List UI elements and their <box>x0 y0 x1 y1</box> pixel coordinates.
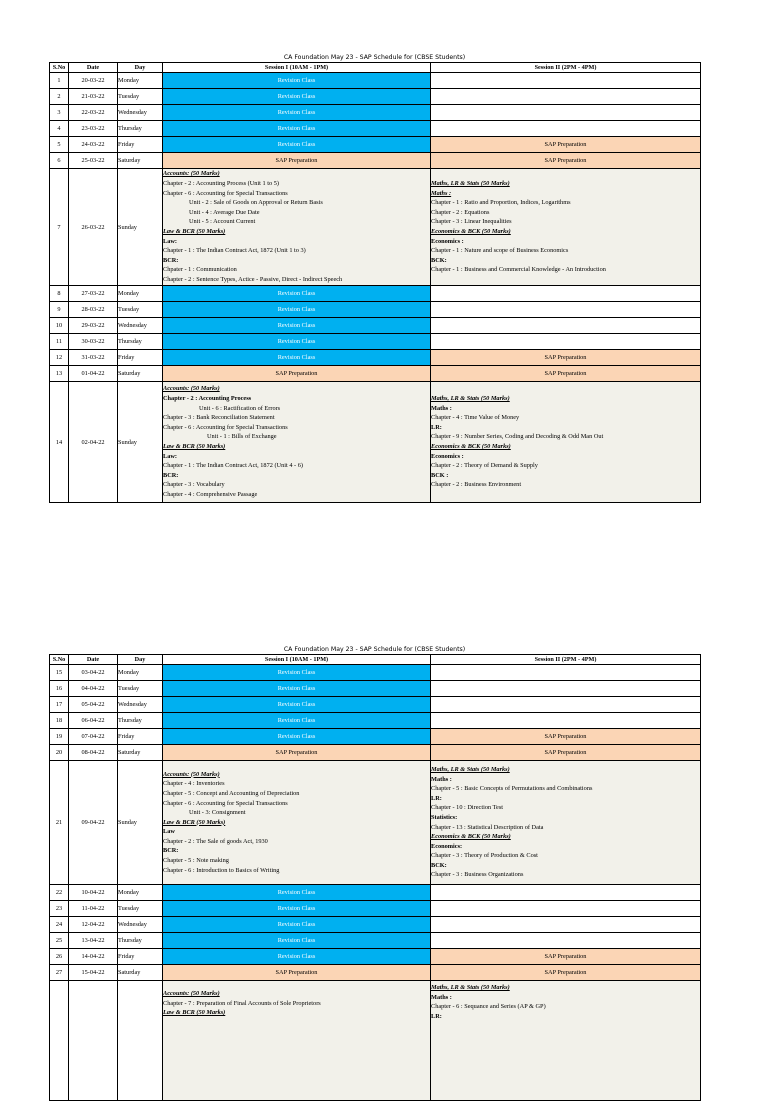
syllabus-cell-session-2 <box>431 981 701 1101</box>
date-cell: 04-04-22 <box>69 681 118 697</box>
header-sno: S.No <box>50 63 69 73</box>
sap-preparation-cell: SAP Preparation <box>163 745 431 761</box>
table-row <box>50 761 701 885</box>
date-cell: 22-03-22 <box>69 105 118 121</box>
syllabus-line: Chapter - 2 : The Sale of goods Act, 1930 <box>163 837 268 845</box>
syllabus-line: Chapter - 3 : Vocabulary <box>163 481 225 489</box>
date-cell: 02-04-22 <box>69 382 118 503</box>
subject-label: LR: <box>431 794 442 802</box>
header-date: Date <box>69 655 118 665</box>
subject-label: Maths : <box>431 775 452 783</box>
syllabus-line: Chapter - 2 : Theory of Demand & Supply <box>431 462 538 470</box>
syllabus-line: Chapter - 3 : Bank Reconciliation Statement <box>163 414 275 422</box>
date-cell: 29-03-22 <box>69 318 118 334</box>
sno-cell: 14 <box>50 382 69 503</box>
empty-session-cell <box>431 318 701 334</box>
revision-class-cell: Revision Class <box>163 949 431 965</box>
subject-heading: Economics & BCK (50 Marks) <box>431 228 511 235</box>
syllabus-line: Chapter - 4 : Inventories <box>163 780 225 788</box>
table-row <box>50 681 701 697</box>
subject-label: Maths : <box>431 993 452 1001</box>
date-cell: 08-04-22 <box>69 745 118 761</box>
subject-heading: Accounts: (50 Marks) <box>163 385 220 393</box>
syllabus-line: Unit - 4 : Average Due Date <box>189 208 260 216</box>
subject-label: LR: <box>431 423 442 431</box>
empty-session-cell <box>431 334 701 350</box>
day-cell: Tuesday <box>118 681 163 697</box>
day-cell: Wednesday <box>118 697 163 713</box>
syllabus-line: Chapter - 6 : Introduction to Basics of Writing <box>163 866 280 874</box>
sno-cell: 23 <box>50 901 69 917</box>
syllabus-line: Chapter - 2 : Equations <box>431 208 490 216</box>
date-cell: 24-03-22 <box>69 137 118 153</box>
sno-cell: 6 <box>50 153 69 169</box>
syllabus-line: Chapter - 6 : Accounting for Special Transactions <box>163 799 288 807</box>
day-cell: Tuesday <box>118 302 163 318</box>
header-date: Date <box>69 63 118 73</box>
table-row <box>50 713 701 729</box>
table-row <box>50 105 701 121</box>
table-row <box>50 89 701 105</box>
empty-session-cell <box>431 713 701 729</box>
schedule-block-1 <box>49 53 700 503</box>
revision-class-cell: Revision Class <box>163 665 431 681</box>
syllabus-line: Chapter - 2 : Sentence Types, Actice - Passive, Direct - Indirect Speech <box>163 275 343 283</box>
day-cell: Saturday <box>118 366 163 382</box>
subject-label: BCK: <box>431 256 447 264</box>
revision-class-cell: Revision Class <box>163 885 431 901</box>
revision-class-cell: Revision Class <box>163 89 431 105</box>
syllabus-line: Chapter - 1 : Ratio and Proportion, Indices, Logarithms <box>431 199 571 207</box>
sap-preparation-cell: SAP Preparation <box>431 137 701 153</box>
header-session-2: Session II (2PM - 4PM) <box>431 655 701 665</box>
day-cell: Thursday <box>118 933 163 949</box>
date-cell: 31-03-22 <box>69 350 118 366</box>
subject-label: Law: <box>163 452 177 460</box>
subject-label: Maths : <box>431 404 452 412</box>
revision-class-cell: Revision Class <box>163 933 431 949</box>
table-row <box>50 137 701 153</box>
syllabus-line: Chapter - 6 : Sequance and Series (AP & GP) <box>431 1003 546 1011</box>
subject-label: LR: <box>431 1012 442 1020</box>
subject-label: Law <box>163 828 175 836</box>
date-cell: 21-03-22 <box>69 89 118 105</box>
table-row <box>50 917 701 933</box>
empty-session-cell <box>431 286 701 302</box>
day-cell: Wednesday <box>118 105 163 121</box>
subject-heading: Economics & BCK (50 Marks) <box>431 443 511 450</box>
revision-class-cell: Revision Class <box>163 318 431 334</box>
subject-heading: Economics & BCK (50 Marks) <box>431 833 511 841</box>
sap-preparation-cell: SAP Preparation <box>431 366 701 382</box>
sap-preparation-cell: SAP Preparation <box>431 153 701 169</box>
syllabus-cell-session-2 <box>431 382 701 503</box>
syllabus-line: Chapter - 2 : Accounting Process <box>163 395 252 403</box>
subject-heading: Law & BCR (50 Marks) <box>163 818 226 826</box>
revision-class-cell: Revision Class <box>163 286 431 302</box>
subject-label: Economics : <box>431 452 464 460</box>
syllabus-line: Chapter - 1 : The Indian Contract Act, 1872 (Unit 4 - 6) <box>163 462 303 470</box>
date-cell: 23-03-22 <box>69 121 118 137</box>
header-day: Day <box>118 655 163 665</box>
date-cell: 30-03-22 <box>69 334 118 350</box>
subject-heading: Law & BCR (50 Marks) <box>163 228 226 235</box>
sno-cell: 19 <box>50 729 69 745</box>
day-cell: Sunday <box>118 382 163 503</box>
table-row <box>50 901 701 917</box>
subject-label: Statistics: <box>431 813 458 821</box>
day-cell: Thursday <box>118 121 163 137</box>
syllabus-cell-session-1 <box>163 981 431 1101</box>
syllabus-line: Chapter - 4 : Time Value of Money <box>431 414 520 422</box>
day-cell: Friday <box>118 949 163 965</box>
table-row <box>50 350 701 366</box>
sno-cell: 4 <box>50 121 69 137</box>
syllabus-line: Chapter - 5 : Note making <box>163 857 229 865</box>
sno-cell: 8 <box>50 286 69 302</box>
revision-class-cell: Revision Class <box>163 901 431 917</box>
header-session-1: Session I (10AM - 1PM) <box>163 655 431 665</box>
empty-session-cell <box>431 933 701 949</box>
sap-preparation-cell: SAP Preparation <box>431 949 701 965</box>
subject-label: Economics: <box>431 842 463 850</box>
table-row <box>50 366 701 382</box>
syllabus-line: Chapter - 7 : Preparation of Final Accounts of Sole Proprietors <box>163 999 321 1007</box>
table-row <box>50 965 701 981</box>
sap-preparation-cell: SAP Preparation <box>163 965 431 981</box>
table-row <box>50 745 701 761</box>
table-row <box>50 302 701 318</box>
revision-class-cell: Revision Class <box>163 917 431 933</box>
empty-session-cell <box>431 697 701 713</box>
revision-class-cell: Revision Class <box>163 729 431 745</box>
table-row <box>50 334 701 350</box>
syllabus-cell-session-2 <box>431 169 701 286</box>
subject-heading: Maths, LR & Stats (50 Marks) <box>431 395 510 403</box>
syllabus-line: Chapter - 2 : Accounting Process (Unit 1 to 5) <box>163 180 279 188</box>
day-cell: Saturday <box>118 153 163 169</box>
empty-session-cell <box>431 121 701 137</box>
date-cell: 28-03-22 <box>69 302 118 318</box>
empty-session-cell <box>431 917 701 933</box>
subject-heading: Accounts: (50 Marks) <box>163 170 220 178</box>
syllabus-line: Chapter - 10 : Direction Test <box>431 804 504 812</box>
syllabus-line: Chapter - 3 : Theory of Production & Cost <box>431 852 538 860</box>
date-cell: 14-04-22 <box>69 949 118 965</box>
table-row <box>50 153 701 169</box>
sno-cell: 7 <box>50 169 69 286</box>
subject-heading: Accounts: (50 Marks) <box>163 990 220 997</box>
sno-cell: 27 <box>50 965 69 981</box>
revision-class-cell: Revision Class <box>163 105 431 121</box>
syllabus-line: Chapter - 1 : Nature and scope of Business Economics <box>431 247 569 255</box>
table-row <box>50 318 701 334</box>
day-cell: Tuesday <box>118 901 163 917</box>
date-cell: 10-04-22 <box>69 885 118 901</box>
syllabus-line: Chapter - 6 : Accounting for Special Transactions <box>163 423 288 431</box>
date-cell: 15-04-22 <box>69 965 118 981</box>
table-row <box>50 933 701 949</box>
subject-heading: Maths, LR & Stats (50 Marks) <box>431 984 510 991</box>
empty-session-cell <box>431 681 701 697</box>
table-row <box>50 885 701 901</box>
syllabus-line: Chapter - 1 : Business and Commercial Knowledge - An Introduction <box>431 266 606 274</box>
syllabus-line: Unit - 3: Consignment <box>189 809 246 817</box>
subject-heading: Law & BCR (50 Marks) <box>163 1009 226 1017</box>
revision-class-cell: Revision Class <box>163 713 431 729</box>
sap-preparation-cell: SAP Preparation <box>163 366 431 382</box>
syllabus-line: Unit - 6 : Ractification of Errors <box>199 404 281 412</box>
day-cell: Monday <box>118 665 163 681</box>
revision-class-cell: Revision Class <box>163 350 431 366</box>
day-cell <box>118 981 163 1101</box>
syllabus-line: Chapter - 5 : Basic Concepts of Permutations and Combinations <box>431 785 593 793</box>
subject-heading: Maths, LR & Stats (50 Marks) <box>431 765 510 773</box>
header-day: Day <box>118 63 163 73</box>
schedule-table <box>49 654 701 1101</box>
sap-preparation-cell: SAP Preparation <box>163 153 431 169</box>
day-cell: Thursday <box>118 713 163 729</box>
table-row <box>50 121 701 137</box>
day-cell: Wednesday <box>118 318 163 334</box>
revision-class-cell: Revision Class <box>163 73 431 89</box>
empty-session-cell <box>431 89 701 105</box>
date-cell: 11-04-22 <box>69 901 118 917</box>
syllabus-cell-session-1 <box>163 169 431 286</box>
day-cell: Saturday <box>118 745 163 761</box>
table-row <box>50 697 701 713</box>
subject-heading: Law & BCR (50 Marks) <box>163 443 226 450</box>
empty-session-cell <box>431 901 701 917</box>
subject-label: BCK : <box>431 471 449 479</box>
date-cell: 12-04-22 <box>69 917 118 933</box>
schedule-table <box>49 62 701 503</box>
schedule-title: CA Foundation May 23 - SAP Schedule for (CBSE Students) <box>283 646 466 653</box>
sno-cell: 11 <box>50 334 69 350</box>
syllabus-line: Chpater - 1 : Communication <box>163 266 237 274</box>
sap-preparation-cell: SAP Preparation <box>431 745 701 761</box>
subject-label: Law: <box>163 237 177 245</box>
day-cell: Tuesday <box>118 89 163 105</box>
subject-heading: Maths, LR & Stats (50 Marks) <box>431 180 510 188</box>
date-cell: 27-03-22 <box>69 286 118 302</box>
subject-label: BCR: <box>163 847 179 855</box>
sno-cell: 18 <box>50 713 69 729</box>
date-cell: 20-03-22 <box>69 73 118 89</box>
subject-heading: Accounts: (50 Marks) <box>163 770 220 778</box>
subject-label: Economics : <box>431 237 464 245</box>
revision-class-cell: Revision Class <box>163 302 431 318</box>
date-cell: 05-04-22 <box>69 697 118 713</box>
sno-cell: 1 <box>50 73 69 89</box>
day-cell: Monday <box>118 885 163 901</box>
schedule-title: CA Foundation May 23 - SAP Schedule for (CBSE Students) <box>283 54 466 61</box>
table-row <box>50 949 701 965</box>
syllabus-line: Chapter - 4 : Comprehensive Passage <box>163 490 258 498</box>
syllabus-cell-session-1 <box>163 761 431 885</box>
day-cell: Friday <box>118 350 163 366</box>
date-cell: 09-04-22 <box>69 761 118 885</box>
sno-cell: 21 <box>50 761 69 885</box>
empty-session-cell <box>431 105 701 121</box>
syllabus-line: Unit - 5 : Account Current <box>189 218 256 226</box>
day-cell: Monday <box>118 286 163 302</box>
sap-preparation-cell: SAP Preparation <box>431 965 701 981</box>
sno-cell: 5 <box>50 137 69 153</box>
day-cell: Saturday <box>118 965 163 981</box>
sno-cell: 25 <box>50 933 69 949</box>
subject-label: BCR: <box>163 256 179 264</box>
syllabus-line: Chapter - 5 : Concept and Accounting of Depreciation <box>163 789 300 797</box>
day-cell: Friday <box>118 137 163 153</box>
table-row <box>50 729 701 745</box>
header-sno: S.No <box>50 655 69 665</box>
table-row <box>50 665 701 681</box>
subject-label: Maths : <box>431 189 452 197</box>
sno-cell: 2 <box>50 89 69 105</box>
subject-label: BCR: <box>163 471 179 479</box>
date-cell <box>69 981 118 1101</box>
header-session-1: Session I (10AM - 1PM) <box>163 63 431 73</box>
revision-class-cell: Revision Class <box>163 334 431 350</box>
sno-cell: 13 <box>50 366 69 382</box>
schedule-block-2 <box>49 645 700 1101</box>
table-row <box>50 981 701 1101</box>
revision-class-cell: Revision Class <box>163 681 431 697</box>
revision-class-cell: Revision Class <box>163 697 431 713</box>
sno-cell: 10 <box>50 318 69 334</box>
empty-session-cell <box>431 665 701 681</box>
syllabus-line: Chapter - 6 : Accounting for Special Transactions <box>163 189 288 197</box>
syllabus-line: Chapter - 9 : Number Series, Coding and Decoding & Odd Man Out <box>431 433 604 441</box>
sap-preparation-cell: SAP Preparation <box>431 729 701 745</box>
syllabus-line: Chapter - 3 : Business Organizations <box>431 871 524 879</box>
table-row <box>50 286 701 302</box>
revision-class-cell: Revision Class <box>163 137 431 153</box>
empty-session-cell <box>431 73 701 89</box>
sno-cell: 3 <box>50 105 69 121</box>
sno-cell <box>50 981 69 1101</box>
sno-cell: 24 <box>50 917 69 933</box>
day-cell: Wednesday <box>118 917 163 933</box>
syllabus-cell-session-1 <box>163 382 431 503</box>
day-cell: Thursday <box>118 334 163 350</box>
header-row <box>50 63 701 73</box>
table-row <box>50 169 701 286</box>
syllabus-line: Chapter - 1 : The Indian Contract Act, 1872 (Unit 1 to 3) <box>163 247 306 255</box>
syllabus-line: Chapter - 2 : Business Environment <box>431 481 522 489</box>
empty-session-cell <box>431 302 701 318</box>
date-cell: 25-03-22 <box>69 153 118 169</box>
syllabus-line: Chapter - 3 : Linear Inequalities <box>431 218 512 226</box>
day-cell: Sunday <box>118 169 163 286</box>
sno-cell: 9 <box>50 302 69 318</box>
date-cell: 06-04-22 <box>69 713 118 729</box>
syllabus-line: Unit - 1 : Bills of Exchange <box>207 433 277 441</box>
day-cell: Sunday <box>118 761 163 885</box>
syllabus-line: Unit - 2 : Sale of Goods on Approval or Return Basis <box>189 199 323 207</box>
empty-session-cell <box>431 885 701 901</box>
date-cell: 13-04-22 <box>69 933 118 949</box>
date-cell: 26-03-22 <box>69 169 118 286</box>
date-cell: 07-04-22 <box>69 729 118 745</box>
sno-cell: 20 <box>50 745 69 761</box>
sno-cell: 22 <box>50 885 69 901</box>
day-cell: Friday <box>118 729 163 745</box>
table-row <box>50 382 701 503</box>
sno-cell: 26 <box>50 949 69 965</box>
syllabus-line: Chapter - 13 : Statistical Description of Data <box>431 823 544 831</box>
date-cell: 01-04-22 <box>69 366 118 382</box>
sap-preparation-cell: SAP Preparation <box>431 350 701 366</box>
sno-cell: 16 <box>50 681 69 697</box>
syllabus-cell-session-2 <box>431 761 701 885</box>
header-session-2: Session II (2PM - 4PM) <box>431 63 701 73</box>
sno-cell: 17 <box>50 697 69 713</box>
revision-class-cell: Revision Class <box>163 121 431 137</box>
sno-cell: 12 <box>50 350 69 366</box>
sno-cell: 15 <box>50 665 69 681</box>
subject-label: BCK: <box>431 861 447 869</box>
date-cell: 03-04-22 <box>69 665 118 681</box>
day-cell: Monday <box>118 73 163 89</box>
table-row <box>50 73 701 89</box>
header-row <box>50 655 701 665</box>
